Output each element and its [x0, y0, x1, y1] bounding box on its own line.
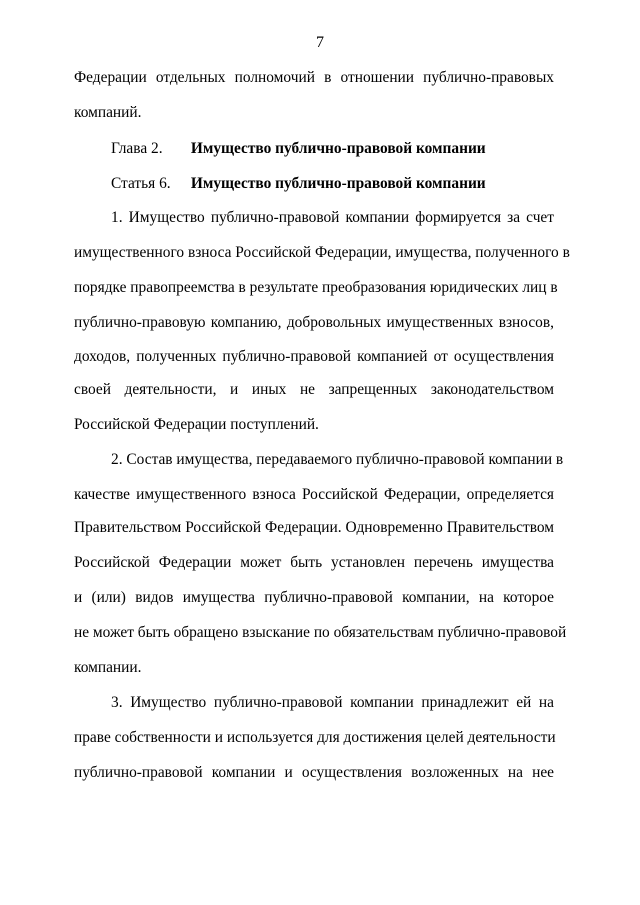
continuation-line: Федерации отдельных полномочий в отношении публично-правовых: [74, 69, 554, 86]
continuation-line: компаний.: [74, 104, 142, 121]
chapter-label: Глава 2.: [111, 140, 163, 157]
paragraph-line: не может быть обращено взыскание по обязательствам публично-правовой: [74, 624, 567, 641]
paragraph-line: качестве имущественного взноса Российской Федерации, определяется: [74, 486, 554, 503]
paragraph-line: публично-правовую компанию, добровольных имущественных взносов,: [74, 314, 554, 331]
paragraph-line: 1. Имущество публично-правовой компании формируется за счет: [111, 209, 554, 226]
article-label: Статья 6.: [111, 175, 171, 192]
paragraph-line: 3. Имущество публично-правовой компании принадлежит ей на: [111, 694, 554, 711]
paragraph-line: компании.: [74, 659, 142, 676]
paragraph-line: 2. Состав имущества, передаваемого публично-правовой компании в: [111, 451, 564, 468]
paragraph-line: Правительством Российской Федерации. Одновременно Правительством: [74, 519, 554, 536]
paragraph-line: Российской Федерации поступлений.: [74, 416, 319, 433]
paragraph-line: имущественного взноса Российской Федерации, имущества, полученного в: [74, 244, 570, 261]
paragraph-line: порядке правопреемства в результате преобразования юридических лиц в: [74, 279, 558, 296]
page-number: 7: [316, 34, 324, 51]
article-heading: [111, 175, 486, 193]
paragraph-line: публично-правовой компании и осуществления возложенных на нее: [74, 764, 554, 781]
paragraph-line: своей деятельности, и иных не запрещенных законодательством: [74, 381, 554, 398]
article-title: Имущество публично-правовой компании: [190, 175, 486, 192]
chapter-heading: [111, 140, 486, 158]
paragraph-line: Российской Федерации может быть установлен перечень имущества: [74, 554, 554, 571]
paragraph-line: и (или) видов имущества публично-правовой компании, на которое: [74, 589, 554, 606]
paragraph-line: доходов, полученных публично-правовой компанией от осуществления: [74, 348, 554, 365]
paragraph-line: праве собственности и используется для достижения целей деятельности: [74, 729, 556, 746]
chapter-title: Имущество публично-правовой компании: [190, 140, 486, 157]
